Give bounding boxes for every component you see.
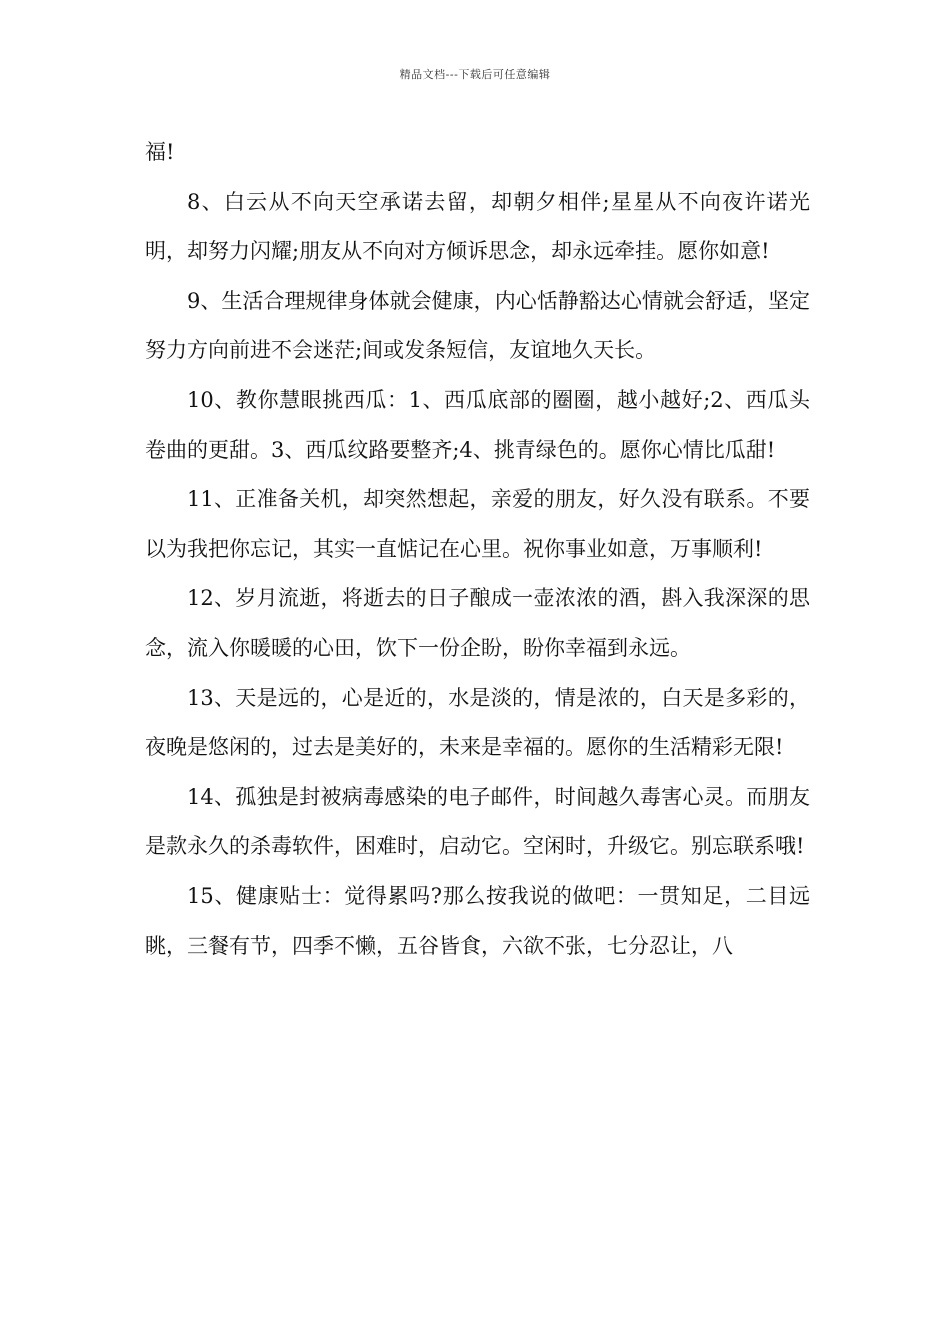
document-body xyxy=(145,128,810,971)
paragraph-15: 15、健康贴士：觉得累吗?那么按我说的做吧：一贯知足，二目远眺，三餐有节，四季不懒，五谷皆食，六欲不张，七分忍让，八 xyxy=(145,883,810,958)
paragraph-8: 8、白云从不向天空承诺去留，却朝夕相伴;星星从不向夜许诺光明，却努力闪耀;朋友从不向对方倾诉思念，却永远牵挂。愿你如意! xyxy=(145,189,810,264)
page-header: 精品文档---下载后可任意编辑 xyxy=(399,68,551,81)
paragraph-13: 13、天是远的，心是近的，水是淡的，情是浓的，白天是多彩的，夜晚是悠闲的，过去是美好的，未来是幸福的。愿你的生活精彩无限! xyxy=(145,685,810,760)
paragraph-12: 12、岁月流逝，将逝去的日子酿成一壶浓浓的酒，斟入我深深的思念，流入你暖暖的心田，饮下一份企盼，盼你幸福到永远。 xyxy=(145,586,810,660)
paragraph-9: 9、生活合理规律身体就会健康，内心恬静豁达心情就会舒适，坚定努力方向前进不会迷茫;间或发条短信，友谊地久天长。 xyxy=(145,288,810,363)
paragraph-continuation: 福! xyxy=(145,140,175,164)
paragraph-10: 10、教你慧眼挑西瓜：1、西瓜底部的圈圈，越小越好;2、西瓜头卷曲的更甜。3、西瓜纹路要整齐;4、挑青绿色的。愿你心情比瓜甜! xyxy=(145,387,810,462)
paragraph-11: 11、正准备关机，却突然想起，亲爱的朋友，好久没有联系。不要以为我把你忘记，其实一直惦记在心里。祝你事业如意，万事顺利! xyxy=(145,487,810,561)
paragraph-14: 14、孤独是封被病毒感染的电子邮件，时间越久毒害心灵。而朋友是款永久的杀毒软件，困难时，启动它。空闲时，升级它。别忘联系哦! xyxy=(145,784,810,859)
